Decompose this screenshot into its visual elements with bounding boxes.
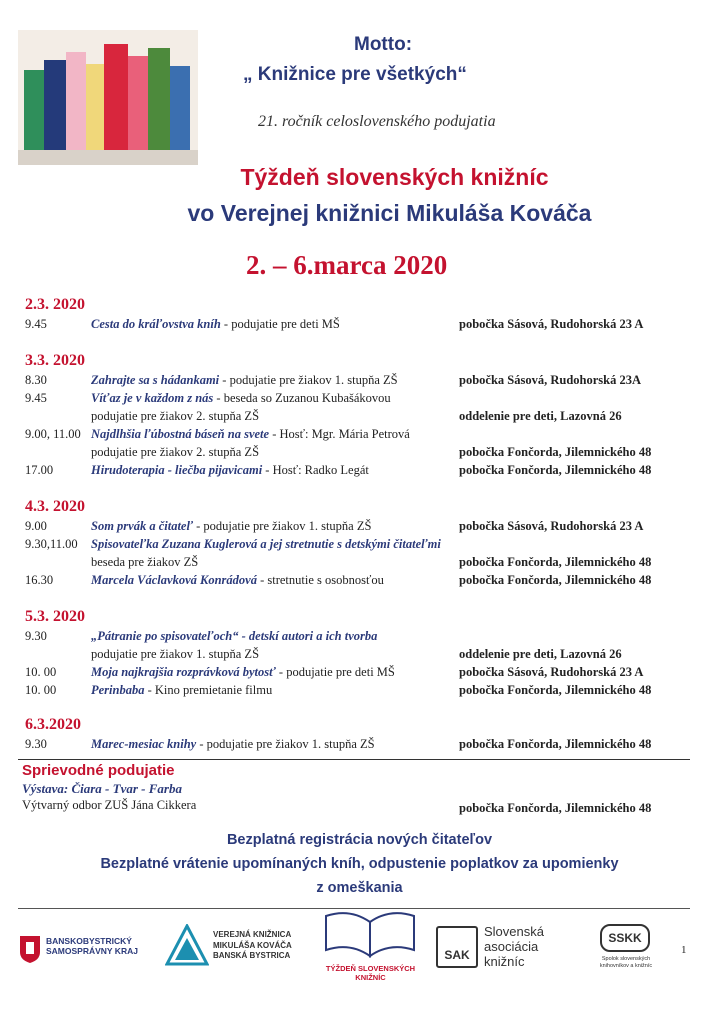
event-time: 9.00 xyxy=(25,519,47,533)
day-heading: 2.3. 2020 xyxy=(25,296,85,313)
event-detail: - Hosť: Radko Legát xyxy=(262,463,369,477)
event-place: pobočka Fončorda, Jilemnického 48 xyxy=(459,737,652,751)
schedule-row xyxy=(25,372,695,388)
event-time: 16.30 xyxy=(25,573,54,587)
event-description xyxy=(91,572,384,588)
event-time: 9.45 xyxy=(25,317,47,331)
tsk-line2: KNIŽNÍC xyxy=(355,973,386,982)
event-place: pobočka Sásová, Rudohorská 23 A xyxy=(459,317,644,331)
event-title: Moja najkrajšia rozprávková bytosť xyxy=(91,665,276,679)
event-description xyxy=(91,462,369,478)
event-description xyxy=(91,426,410,442)
schedule-row xyxy=(25,572,695,588)
sskk-line1: Spolok slovenských xyxy=(601,956,651,962)
event-time: 9.30 xyxy=(25,629,47,643)
page-subtitle: vo Verejnej knižnici Mikuláša Kováča xyxy=(187,200,592,226)
page-title: Týždeň slovenských knižníc xyxy=(240,164,549,190)
sak-line3: knižníc xyxy=(484,954,525,969)
event-title: Som prvák a čitateľ xyxy=(91,519,193,533)
event-place: oddelenie pre deti, Lazovná 26 xyxy=(459,647,622,661)
schedule-row xyxy=(25,628,695,644)
event-detail: - Hosť: Mgr. Mária Petrová xyxy=(269,427,410,441)
bbsk-line2: SAMOSPRÁVNY KRAJ xyxy=(46,946,138,956)
event-place: pobočka Sásová, Rudohorská 23A xyxy=(459,373,641,387)
event-detail: - beseda so Zuzanou Kubašákovou xyxy=(213,391,391,405)
event-time: 10. 00 xyxy=(25,683,57,697)
tsk-line1: TÝŽDEŇ SLOVENSKÝCH xyxy=(325,964,416,973)
event-detail: podujatie pre žiakov 1. stupňa ZŠ xyxy=(91,647,260,661)
exhibition-place: pobočka Fončorda, Jilemnického 48 xyxy=(459,801,652,815)
event-detail: - podujatie pre žiakov 1. stupňa ZŠ xyxy=(193,519,372,533)
vkmk-triangle-icon xyxy=(165,924,209,968)
event-detail: - podujatie pre deti MŠ xyxy=(220,317,340,331)
event-title: Hirudoterapia - liečba pijavicami xyxy=(91,463,263,477)
sak-line1: Slovenská xyxy=(484,924,544,939)
event-dates: 2. – 6.marca 2020 xyxy=(246,250,448,280)
event-description xyxy=(91,390,391,406)
event-title: Perinbaba xyxy=(91,683,145,697)
event-place: pobočka Fončorda, Jilemnického 48 xyxy=(459,555,652,569)
event-description xyxy=(91,372,398,388)
event-detail: - Kino premietanie filmu xyxy=(144,683,273,697)
exhibition-title: Výstava: Čiara - Tvar - Farba xyxy=(22,781,182,796)
event-description xyxy=(91,736,375,752)
event-detail: - podujatie pre žiakov 1. stupňa ZŠ xyxy=(219,373,398,387)
event-time: 17.00 xyxy=(25,463,54,477)
notice-fees-cont: z omeškania xyxy=(316,880,403,896)
event-detail: - stretnutie s osobnosťou xyxy=(256,573,384,587)
event-detail: beseda pre žiakov ZŠ xyxy=(91,555,199,569)
schedule-row xyxy=(25,736,695,752)
event-description xyxy=(91,408,259,424)
exhibition-organizer: Výtvarný odbor ZUŠ Jána Cikkera xyxy=(22,798,197,812)
event-detail: podujatie pre žiakov 2. stupňa ZŠ xyxy=(91,445,260,459)
notice-registration: Bezplatná registrácia nových čitateľov xyxy=(226,832,493,848)
event-title: Spisovateľka Zuzana Kuglerová a jej stretnutie s detskými čitateľmi xyxy=(91,537,441,551)
event-description xyxy=(91,518,371,534)
event-title: Marcela Václavková Konrádová xyxy=(91,573,257,587)
event-detail: - podujatie pre deti MŠ xyxy=(275,665,395,679)
event-place: oddelenie pre deti, Lazovná 26 xyxy=(459,409,622,423)
bbsk-logo xyxy=(18,930,158,970)
day-heading: 4.3. 2020 xyxy=(25,498,85,515)
vkmk-line2: MIKULÁŠA KOVÁČA xyxy=(213,940,292,950)
event-place: pobočka Fončorda, Jilemnického 48 xyxy=(459,683,652,697)
page-number: 1 xyxy=(681,944,687,956)
event-time: 8.30 xyxy=(25,373,47,387)
event-time: 9.00, 11.00 xyxy=(25,427,81,441)
sskk-mark: SSKK xyxy=(608,931,642,945)
sak-mark-box xyxy=(436,926,478,968)
event-title: Zahrajte sa s hádankami xyxy=(91,373,220,387)
event-description xyxy=(91,316,340,332)
schedule-row xyxy=(25,390,695,406)
event-place: pobočka Fončorda, Jilemnického 48 xyxy=(459,573,652,587)
schedule-row xyxy=(25,664,695,680)
event-time: 9.30,11.00 xyxy=(25,537,78,551)
sskk-logo xyxy=(592,924,662,974)
event-title: Víťaz je v každom z nás xyxy=(91,391,214,405)
bbsk-line1: BANSKOBYSTRICKÝ xyxy=(46,936,132,946)
vkmk-line1: VEREJNÁ KNIŽNICA xyxy=(213,930,292,939)
event-place: pobočka Fončorda, Jilemnického 48 xyxy=(459,445,652,459)
vkmk-line3: BANSKÁ BYSTRICA xyxy=(213,951,291,960)
schedule-row xyxy=(25,462,695,478)
notice-fees: Bezplatné vrátenie upomínaných kníh, odpustenie poplatkov za upomienky xyxy=(100,856,619,872)
books-illustration xyxy=(18,30,198,165)
day-heading: 5.3. 2020 xyxy=(25,608,85,625)
divider xyxy=(18,759,690,760)
schedule-row xyxy=(25,316,695,332)
event-place: pobočka Fončorda, Jilemnického 48 xyxy=(459,463,652,477)
event-time: 10. 00 xyxy=(25,665,57,679)
event-title: Marec-mesiac knihy xyxy=(91,737,197,751)
motto-text: „ Knižnice pre všetkých“ xyxy=(243,64,467,85)
event-description xyxy=(91,682,272,698)
schedule-row xyxy=(25,426,695,442)
event-description xyxy=(91,554,198,570)
schedule-row xyxy=(25,518,695,534)
schedule-row xyxy=(25,554,695,570)
event-place: pobočka Sásová, Rudohorská 23 A xyxy=(459,519,644,533)
event-time: 9.30 xyxy=(25,737,47,751)
event-title: Cesta do kráľovstva kníh xyxy=(91,317,221,331)
sskk-mark-box xyxy=(600,924,650,952)
day-heading: 3.3. 2020 xyxy=(25,352,85,369)
schedule-row xyxy=(25,682,695,698)
event-place: pobočka Sásová, Rudohorská 23 A xyxy=(459,665,644,679)
event-time: 9.45 xyxy=(25,391,47,405)
tsk-logo xyxy=(318,906,423,988)
event-description xyxy=(91,444,259,460)
event-description xyxy=(91,628,377,644)
schedule-row xyxy=(25,408,695,424)
motto-label: Motto: xyxy=(354,34,413,55)
open-book-icon xyxy=(320,906,420,962)
sskk-line2: knihovníkov a knižníc xyxy=(599,963,653,969)
schedule-row xyxy=(25,646,695,662)
edition-subtitle: 21. ročník celoslovenského podujatia xyxy=(258,113,496,130)
event-title: „Pátranie po spisovateľoch“ - detskí autori a ich tvorba xyxy=(91,629,378,643)
event-detail: podujatie pre žiakov 2. stupňa ZŠ xyxy=(91,409,260,423)
event-description xyxy=(91,536,441,552)
event-detail: - podujatie pre žiakov 1. stupňa ZŠ xyxy=(196,737,375,751)
event-description xyxy=(91,664,395,680)
bbsk-crest-icon xyxy=(18,934,42,964)
sak-mark: SAK xyxy=(444,948,470,962)
schedule-row xyxy=(25,536,695,552)
vkmk-logo xyxy=(165,922,305,972)
day-heading: 6.3.2020 xyxy=(25,716,81,733)
schedule-row xyxy=(25,444,695,460)
sak-logo xyxy=(436,924,566,972)
event-title: Najdlhšia ľúbostná báseň na svete xyxy=(91,427,270,441)
sak-line2: asociácia xyxy=(484,939,539,954)
event-description xyxy=(91,646,259,662)
accompanying-heading: Sprievodné podujatie xyxy=(22,762,175,779)
